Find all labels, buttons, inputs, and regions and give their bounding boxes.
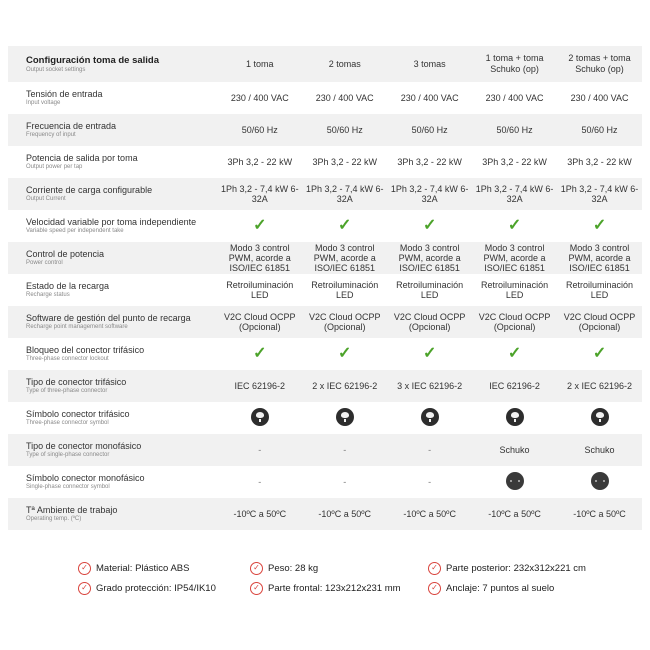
row-label: Control de potencia (26, 249, 105, 259)
cell-value: Modo 3 control PWM, acorde a ISO/IEC 61851 (483, 243, 546, 273)
feature-anclaje (428, 582, 554, 595)
cell-value: Modo 3 control PWM, acorde a ISO/IEC 61851 (398, 243, 461, 273)
cell-value: V2C Cloud OCPP (Opcional) (393, 312, 466, 332)
table-cell (557, 210, 642, 242)
row-label-cell (8, 306, 217, 338)
feature-frontal-text: Parte frontal: 123x212x231 mm (268, 583, 401, 594)
table-cell (302, 274, 387, 306)
cell-value: Retroiluminación LED (566, 280, 634, 300)
cell-value: - (428, 477, 432, 487)
cell-value: 1Ph 3,2 - 7,4 kW 6-32A (390, 184, 469, 204)
table-row (8, 370, 642, 402)
cell-value: Modo 3 control PWM, acorde a ISO/IEC 61851 (228, 243, 291, 273)
table-cell (472, 146, 557, 178)
cell-value: IEC 62196-2 (234, 381, 286, 391)
cell-value: -10ºC a 50ºC (403, 509, 456, 519)
table-row (8, 434, 642, 466)
cell-value: Schuko (584, 445, 615, 455)
table-cell (557, 370, 642, 402)
check-circle-icon: ✓ (250, 562, 263, 575)
table-cell (557, 146, 642, 178)
feature-frontal (250, 582, 401, 595)
check-circle-icon: ✓ (428, 582, 441, 595)
table-cell (557, 114, 642, 146)
column-header-1: 1 toma (217, 46, 302, 82)
check-icon: ✓ (253, 345, 267, 362)
cell-value: 1Ph 3,2 - 7,4 kW 6-32A (560, 184, 639, 204)
row-label-en: Recharge status (26, 292, 70, 298)
cell-value: 3Ph 3,2 - 22 kW (312, 157, 377, 167)
check-circle-icon: ✓ (428, 562, 441, 575)
cell-value: - (258, 477, 262, 487)
table-cell (557, 306, 642, 338)
table-cell (557, 82, 642, 114)
table-cell (302, 82, 387, 114)
row-label-en: Three-phase connector symbol (26, 420, 109, 426)
table-cell (217, 274, 302, 306)
cell-value: 230 / 400 VAC (400, 93, 459, 103)
table-cell (557, 338, 642, 370)
cell-value: 3 x IEC 62196-2 (397, 381, 463, 391)
spec-table (8, 46, 642, 530)
row-label-cell (8, 466, 217, 498)
table-cell (472, 242, 557, 274)
row-label-cell (8, 242, 217, 274)
cell-value: V2C Cloud OCPP (Opcional) (563, 312, 636, 332)
table-row (8, 306, 642, 338)
table-cell (217, 434, 302, 466)
feature-peso (250, 562, 318, 575)
row-label-en: Single-phase connector symbol (26, 484, 110, 490)
table-cell (302, 306, 387, 338)
type2-connector-icon (421, 408, 439, 426)
schuko-connector-icon (591, 472, 609, 490)
feature-grado-text: Grado protección: IP54/IK10 (96, 583, 216, 594)
row-label: Símbolo conector monofásico (26, 473, 145, 483)
type2-connector-icon (336, 408, 354, 426)
table-cell (387, 338, 472, 370)
cell-value: Modo 3 control PWM, acorde a ISO/IEC 61851 (568, 243, 631, 273)
cell-value: 230 / 400 VAC (315, 93, 374, 103)
feature-posterior-text: Parte posterior: 232x312x221 cm (446, 563, 586, 574)
table-cell (557, 274, 642, 306)
table-cell (387, 146, 472, 178)
table-cell (387, 466, 472, 498)
check-icon: ✓ (253, 217, 267, 234)
cell-value: 230 / 400 VAC (570, 93, 629, 103)
table-cell (217, 210, 302, 242)
row-label-en: Input voltage (26, 100, 61, 106)
check-icon: ✓ (422, 345, 437, 362)
table-cell (217, 146, 302, 178)
table-cell (217, 114, 302, 146)
table-cell (472, 274, 557, 306)
cell-value: V2C Cloud OCPP (Opcional) (224, 312, 296, 332)
check-circle-icon: ✓ (78, 582, 91, 595)
cell-value: - (343, 477, 347, 487)
table-cell (387, 434, 472, 466)
row-label-en: Frequency of input (26, 132, 76, 138)
table-cell (302, 146, 387, 178)
table-cell (302, 210, 387, 242)
type2-connector-icon (506, 408, 524, 426)
table-cell (472, 402, 557, 434)
type2-connector-icon (251, 408, 269, 426)
cell-value: -10ºC a 50ºC (318, 509, 372, 519)
row-label-en: Operating temp. (ºC) (26, 516, 82, 522)
table-header-row (8, 46, 642, 82)
row-label-en: Type of three-phase connector (26, 388, 108, 394)
cell-value: V2C Cloud OCPP (Opcional) (308, 312, 381, 332)
row-label-cell (8, 274, 217, 306)
row-label-cell (8, 210, 217, 242)
schuko-connector-icon (506, 472, 524, 490)
row-label-cell (8, 370, 217, 402)
table-cell (557, 466, 642, 498)
header-label-cell (8, 46, 217, 82)
table-cell (302, 338, 387, 370)
feature-anclaje-text: Anclaje: 7 puntos al suelo (446, 583, 555, 594)
row-label-cell (8, 146, 217, 178)
check-icon: ✓ (507, 345, 522, 362)
column-header-2: 2 tomas (302, 46, 387, 82)
table-row (8, 466, 642, 498)
table-cell (472, 370, 557, 402)
cell-value: 230 / 400 VAC (485, 93, 544, 103)
table-cell (472, 178, 557, 210)
row-label-en: Power control (26, 260, 63, 266)
column-header-4: 1 toma + toma Schuko (op) (472, 46, 557, 82)
table-cell (472, 114, 557, 146)
row-label: Tipo de conector trifásico (26, 377, 127, 387)
cell-value: V2C Cloud OCPP (Opcional) (478, 312, 551, 332)
cell-value: 50/60 Hz (581, 125, 618, 135)
table-cell (387, 274, 472, 306)
table-cell (217, 306, 302, 338)
table-row (8, 82, 642, 114)
row-label-cell (8, 402, 217, 434)
row-label-en: Variable speed per independent take (26, 228, 124, 234)
row-label: Potencia de salida por toma (26, 153, 138, 163)
table-cell (472, 306, 557, 338)
row-label: Estado de la recarga (26, 281, 110, 291)
row-label-cell (8, 178, 217, 210)
cell-value: 3Ph 3,2 - 22 kW (482, 157, 547, 167)
row-label-en: Three-phase connector lockout (26, 356, 109, 362)
header-label: Configuración toma de salida (26, 54, 160, 66)
table-cell (387, 114, 472, 146)
table-cell (387, 178, 472, 210)
cell-value: 3Ph 3,2 - 22 kW (397, 157, 462, 167)
cell-value: 2 x IEC 62196-2 (566, 381, 633, 391)
row-label-cell (8, 114, 217, 146)
table-cell (302, 434, 387, 466)
table-cell (387, 306, 472, 338)
row-label: Tipo de conector monofásico (26, 441, 142, 451)
table-cell (472, 210, 557, 242)
cell-value: -10ºC a 50ºC (573, 509, 626, 519)
check-icon: ✓ (592, 345, 607, 362)
feature-peso-text: Peso: 28 kg (268, 563, 319, 574)
row-label: Tensión de entrada (26, 89, 103, 99)
feature-material (78, 562, 189, 575)
table-cell (472, 498, 557, 530)
row-label-en: Type of single-phase connector (26, 452, 110, 458)
table-cell (217, 82, 302, 114)
table-cell (472, 82, 557, 114)
table-cell (217, 242, 302, 274)
table-cell (387, 242, 472, 274)
cell-value: 50/60 Hz (326, 125, 363, 135)
cell-value: 1Ph 3,2 - 7,4 kW 6-32A (475, 184, 554, 204)
row-label: Tª Ambiente de trabajo (26, 505, 118, 515)
cell-value: Modo 3 control PWM, acorde a ISO/IEC 61851 (313, 243, 376, 273)
check-icon: ✓ (338, 217, 352, 234)
table-cell (302, 114, 387, 146)
table-cell (387, 498, 472, 530)
table-cell (472, 466, 557, 498)
cell-value: 2 x IEC 62196-2 (312, 381, 378, 391)
row-label-cell (8, 498, 217, 530)
feature-grado (78, 582, 216, 595)
row-label: Bloqueo del conector trifásico (26, 345, 145, 355)
row-label: Velocidad variable por toma independiente (26, 217, 197, 227)
cell-value: 50/60 Hz (496, 125, 533, 135)
cell-value: Retroiluminación LED (226, 280, 294, 300)
table-cell (217, 402, 302, 434)
feature-posterior (428, 562, 586, 575)
table-cell (302, 178, 387, 210)
cell-value: IEC 62196-2 (489, 381, 540, 391)
cell-value: 3Ph 3,2 - 22 kW (227, 157, 293, 167)
row-label-cell (8, 338, 217, 370)
table-cell (302, 370, 387, 402)
check-icon: ✓ (592, 217, 607, 234)
cell-value: - (343, 445, 347, 455)
row-label-en: Recharge point management software (26, 324, 128, 330)
table-cell (217, 178, 302, 210)
table-row (8, 274, 642, 306)
check-icon: ✓ (507, 217, 522, 234)
row-label: Software de gestión del punto de recarga (26, 313, 191, 323)
cell-value: Retroiluminación LED (396, 280, 464, 300)
row-label-en: Output power per tap (26, 164, 83, 170)
cell-value: 1Ph 3,2 - 7,4 kW 6-32A (221, 184, 299, 204)
table-row (8, 114, 642, 146)
check-icon: ✓ (422, 217, 437, 234)
table-row (8, 146, 642, 178)
check-icon: ✓ (338, 345, 352, 362)
cell-value: -10ºC a 50ºC (488, 509, 541, 519)
feature-material-text: Material: Plástico ABS (96, 563, 190, 574)
table-cell (217, 466, 302, 498)
header-label-en: Output socket settings (26, 66, 86, 73)
table-cell (387, 370, 472, 402)
table-cell (472, 338, 557, 370)
column-header-5: 2 tomas + toma Schuko (op) (557, 46, 642, 82)
table-row (8, 210, 642, 242)
cell-value: Schuko (499, 445, 530, 455)
table-row (8, 178, 642, 210)
cell-value: 1Ph 3,2 - 7,4 kW 6-32A (305, 184, 384, 204)
table-cell (557, 498, 642, 530)
table-cell (387, 210, 472, 242)
table-row (8, 402, 642, 434)
cell-value: 3Ph 3,2 - 22 kW (567, 157, 632, 167)
table-cell (472, 434, 557, 466)
table-cell (557, 434, 642, 466)
column-header-3: 3 tomas (387, 46, 472, 82)
type2-connector-icon (591, 408, 609, 426)
cell-value: Retroiluminación LED (311, 280, 379, 300)
table-cell (302, 466, 387, 498)
table-cell (217, 498, 302, 530)
cell-value: - (428, 445, 432, 455)
cell-value: 50/60 Hz (411, 125, 448, 135)
table-cell (217, 338, 302, 370)
cell-value: - (258, 445, 262, 455)
table-cell (302, 242, 387, 274)
table-cell (557, 178, 642, 210)
cell-value: 230 / 400 VAC (230, 93, 289, 103)
cell-value: 50/60 Hz (241, 125, 278, 135)
table-cell (302, 402, 387, 434)
row-label-cell (8, 434, 217, 466)
table-cell (387, 402, 472, 434)
row-label: Corriente de carga configurable (26, 185, 153, 195)
row-label-en: Output Current (26, 196, 66, 202)
table-row (8, 242, 642, 274)
row-label-cell (8, 82, 217, 114)
check-circle-icon: ✓ (250, 582, 263, 595)
row-label: Símbolo conector trifásico (26, 409, 130, 419)
cell-value: Retroiluminación LED (481, 280, 549, 300)
table-cell (557, 402, 642, 434)
table-cell (302, 498, 387, 530)
row-label: Frecuencia de entrada (26, 121, 117, 131)
table-cell (217, 370, 302, 402)
table-row (8, 498, 642, 530)
check-circle-icon: ✓ (78, 562, 91, 575)
table-row (8, 338, 642, 370)
table-cell (387, 82, 472, 114)
cell-value: -10ºC a 50ºC (233, 509, 287, 519)
table-cell (557, 242, 642, 274)
